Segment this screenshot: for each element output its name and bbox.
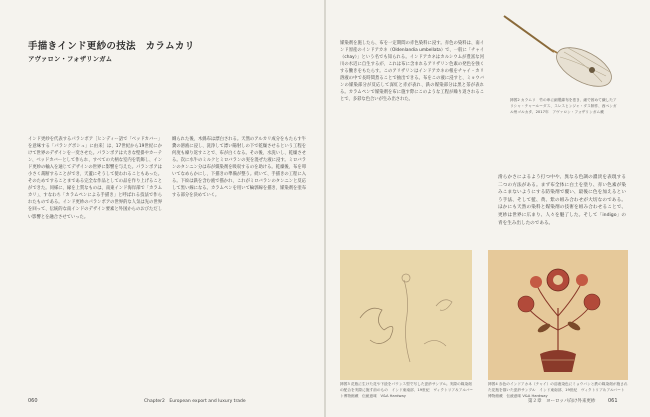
running-footer-right: 第２章 ヨーロッパ向け外来更紗	[528, 399, 596, 404]
figure-4-caption: 挿図4 赤色のインドアカネ（チャイ）の溶液染色にミョウバンと鉄の媒染剤が施された花瓶を描いた更紗サンプル インド東南部、19世紀 ヴィクトリア＆アルバート博物館蔵 伝統意味 V&A Hardway	[488, 382, 628, 399]
textile-sample-dyed-vase	[488, 250, 628, 380]
body-column-right-1: 媒染剤を施したら、布を一定期間の赤色染料に浸す。赤色の染料は、南インド原産のインドアカネ（Oldenlandia umbellata）で、一般に「チャイ（chay）」という名でも知られる。インドアカネはカルシウムが豊富な河川の水辺に自生するが、これは布に含まれるアリザリン色素の発色を強くする働きをもたらす。このアリザリンはインドアカネの根をチャイ・カリ溶液の中で長時間煮ることで抽出できる。布をこの液に浸すと、ミョウバンの媒染部分が反応して深紅と赤が表れ、鉄の媒染部分は黒と茶が表れる。カラムペンで媒染剤を布に施す際にこのような工程が繰り返されることで、多彩な色合いが生み出された。	[340, 41, 484, 103]
kalam-pen-illustration	[498, 12, 626, 96]
body-column-left-2: 織られた後、木綿布は漂白される。天然のアルカリ成分をもたらす牛糞の溶液に浸し、洗浄して漂い陽射しの下で乾燥させるという工程を何度も繰り返すことで、布が白くなる。その後、水洗いし、乾燥させる。次に水牛のミルクとミロバランの実を混ぜた液に浸す。ミロバランのタンニン分は布が媒染剤を吸収するのを助ける。乾燥後、布を叩いてなめらかにし、下描きの準備が整う。続いて、手描きの工程に入る。下絵は鉄を含む液で描かれ、これがミロバランのタンニンと反応して黒い線になる。カラムペンを用いて輪郭線を描き、媒染剤を塗布する部分を決めていく。	[172, 137, 306, 199]
page-number-left: 060	[28, 398, 38, 404]
running-footer-left: Chapter2 European export and luxury trade	[144, 399, 246, 404]
page-number-right: 061	[608, 398, 618, 404]
figure-3-textile-sample	[340, 250, 472, 380]
textile-sample-pounced	[340, 250, 472, 380]
book-gutter	[324, 0, 326, 417]
article-author: アヴァロン・フォザリンガム	[28, 55, 113, 63]
figure-4-textile-sample	[488, 250, 628, 380]
figure-2-caption: 挿図2 カラムリ 竹の串に細製綿布を巻き、細で固めて繊したアリシャ・チャールーダス、スレスヒンジャ・ダス制作、西ベンガル州ゴルカタ、2017年 アヴァロン・フォザリンガム蔵	[510, 98, 617, 115]
article-title: 手描きインド更紗の技法 カラムカリ	[28, 41, 195, 52]
figure-2-kalam-pen-photo	[498, 12, 626, 96]
figure-3-caption: 挿図3 花瓶に生けた花や下絵をパウンス型で写した更紗サンプル。実際の媒染剤の配合を実際に施す前のもの インド東南部、19世紀 ヴィクトリア＆アルバート博物館蔵 伝統意味 V&A Hardway	[340, 382, 474, 399]
body-column-right-2: 滑らかさによるよう打つ中や、異なる色調の濃淡を表現する二つの方法がある。まず布全体に白土を塗り、赤い色素が染みこまないようにする防染剤で覆い、最後に色を加えるという手法、そして藍、黄、紫の組み合わせが大切なのである。ほかにも天然の染料と媒染剤の技術を組み合わせることで、更紗は世界に広まり、人々を魅了した。そして「indigo」の青を生み出したのである。	[498, 175, 626, 226]
body-column-left-1: インド更紗を代表するパランポア［ヒンディー語で「ベッドカバー」を意味する「パラングポシュ」に由来］は、17世紀から19世紀にかけて世界のデザインを一変させた。パランポアは大きな壁掛やカーテン、ベッドカバーとして作られ、すべての大柄な室内を装飾し、インド更紗の輸入を通じてデザインの世界に影響を与えた。パランポアは小さく裁断することができ、天蓋にそうして使われることもあった。そのためですることまである完全な作品としての品を作り上げることができた。同様に、縁を上質なものは、南東インド海岸部で「カラムカリ」、すなわち「カラムペンによる手描き」と呼ばれる技法で作られたものである。インド更紗のパランポアの世界的な人気は先の世界を回って、伝統的な南インドのデザイン要素と外国からのおびただしい影響とを融合させていった。	[28, 137, 162, 220]
